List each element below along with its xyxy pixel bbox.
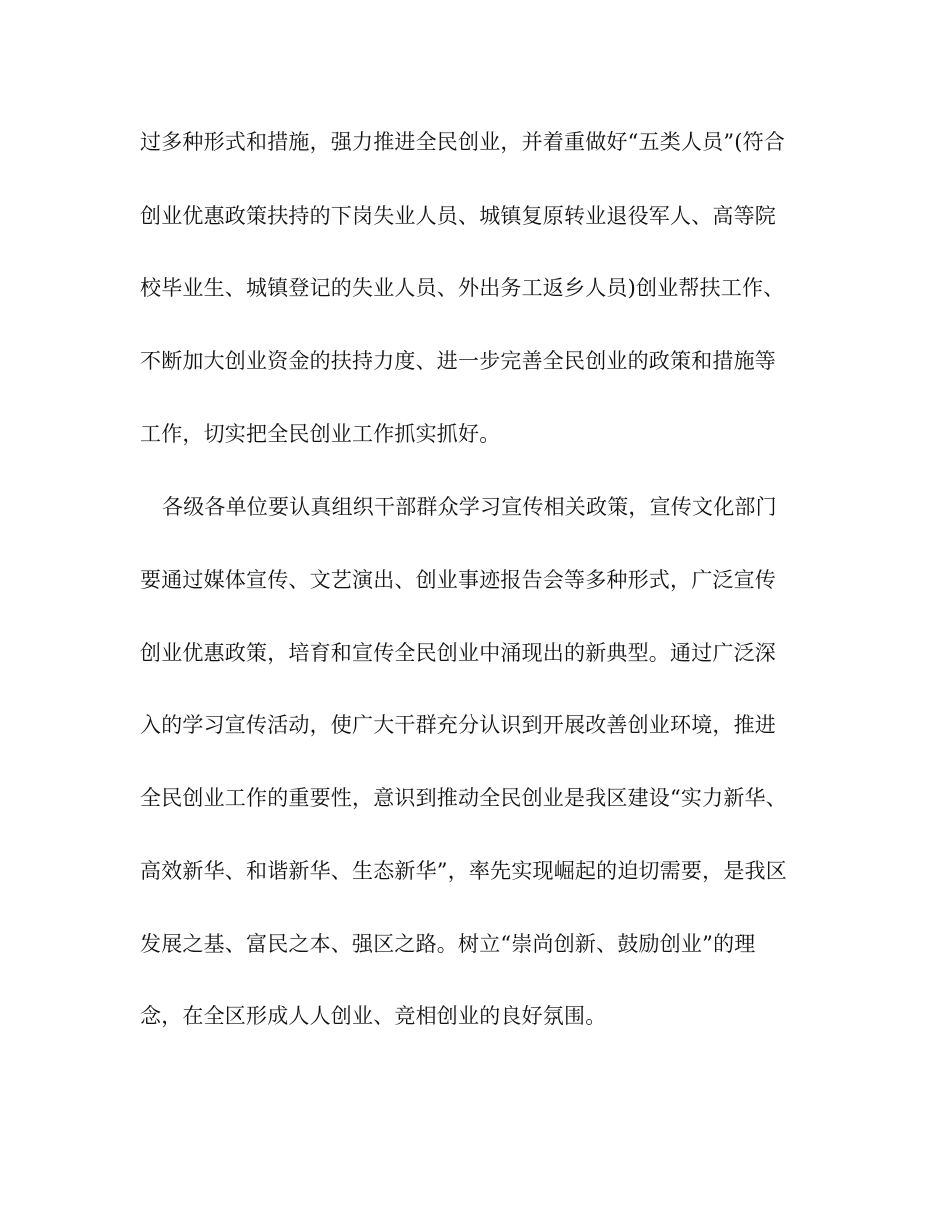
text-line: 要通过媒体宣传、文艺演出、创业事迹报告会等多种形式，广泛宣传 [140, 568, 776, 592]
text-line: 不断加大创业资金的扶持力度、进一步完善全民创业的政策和措施等 [140, 349, 776, 373]
text-line: 各级各单位要认真组织干部群众学习宣传相关政策，宣传文化部门 [162, 495, 777, 519]
text-line: 校毕业生、城镇登记的失业人员、外出务工返乡人员)创业帮扶工作、 [140, 276, 785, 300]
text-line: 过多种形式和措施，强力推进全民创业，并着重做好“五类人员”(符合 [140, 130, 786, 154]
text-line: 入的学习宣传活动，使广大干群充分认识到开展改善创业环境，推进 [140, 713, 776, 737]
text-line: 高效新华、和谐新华、生态新华”，率先实现崛起的迫切需要，是我区 [140, 859, 787, 883]
text-line: 创业优惠政策，培育和宣传全民创业中涌现出的新典型。通过广泛深 [140, 641, 776, 665]
text-line: 全民创业工作的重要性，意识到推动全民创业是我区建设“实力新华、 [140, 786, 787, 810]
text-line: 发展之基、富民之本、强区之路。树立“崇尚创新、鼓励创业”的理 [140, 932, 756, 956]
text-line: 创业优惠政策扶持的下岗失业人员、城镇复原转业退役军人、高等院 [140, 204, 776, 228]
text-line: 念，在全区形成人人创业、竞相创业的良好氛围。 [140, 1004, 607, 1028]
text-line: 工作，切实把全民创业工作抓实抓好。 [140, 422, 501, 446]
